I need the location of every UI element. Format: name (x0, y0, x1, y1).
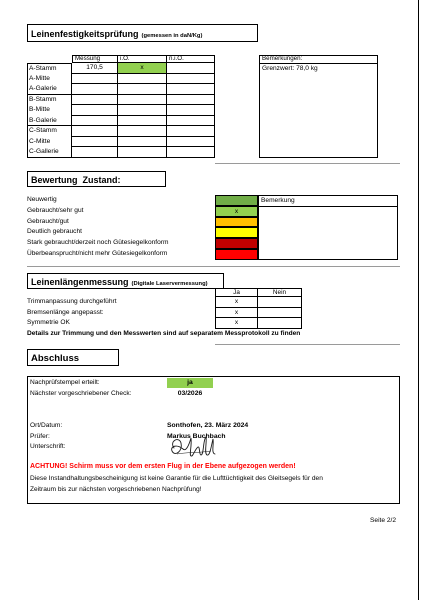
remarks-label: Bemerkungen: (260, 56, 377, 64)
table-row (27, 74, 215, 85)
condition-label: Überbeansprucht/nicht mehr Gütesiegelkonform (27, 249, 168, 257)
not-ok-cell (167, 147, 215, 158)
page-border (418, 0, 419, 600)
table-header-row (27, 288, 302, 297)
condition-color-cell (215, 217, 258, 228)
yes-cell: x (215, 308, 258, 319)
table-header-row (27, 55, 215, 63)
ok-cell (118, 105, 167, 116)
no-cell (258, 308, 302, 319)
condition-list (27, 195, 258, 260)
inspector-value: Markus Buchbach (167, 432, 226, 440)
stamp-value: ja (167, 378, 213, 388)
table-row (27, 126, 215, 137)
row-label: C-Mitte (27, 137, 72, 148)
condition-color-cell (215, 238, 258, 249)
condition-label: Gebraucht/gut (27, 217, 69, 225)
condition-row (27, 195, 258, 206)
section-title-line-length (27, 273, 224, 289)
row-label: A-Galerie (27, 84, 72, 95)
line-length-note: Details zur Trimmung und den Messwerten sind auf separatem Messprotokoll zu finden (27, 330, 301, 337)
section-title-line-strength (27, 24, 258, 42)
table-row (27, 308, 302, 319)
row-label: C-Gallerie (27, 147, 72, 158)
ok-cell (118, 116, 167, 127)
not-ok-cell (167, 95, 215, 106)
section-title-note: (gemessen in daN/Kg) (141, 33, 203, 39)
measurement-cell (72, 74, 118, 85)
not-ok-cell (167, 84, 215, 95)
row-label: Trimmanpassung durchgeführt (27, 298, 117, 305)
signature (167, 435, 217, 461)
measurement-cell: 170,5 (72, 63, 118, 74)
measurement-cell (72, 95, 118, 106)
table-row (27, 95, 215, 106)
row-label: A-Mitte (27, 74, 72, 85)
measurement-cell (72, 137, 118, 148)
not-ok-cell (167, 74, 215, 85)
row-label: A-Stamm (27, 63, 72, 74)
row-label: C-Stamm (27, 126, 72, 137)
header-spacer (27, 288, 215, 297)
row-label: Symmetrie OK (27, 319, 70, 326)
section-title-condition (27, 171, 166, 187)
section-title: Leinenlängenmessung (31, 277, 129, 287)
measurement-cell (72, 147, 118, 158)
disclaimer-line: Zeitraum bis zur nächsten vorgeschriebenen Nachprüfung! (30, 486, 202, 493)
ok-cell: x (118, 63, 167, 74)
table-row (27, 318, 302, 329)
not-ok-cell (167, 63, 215, 74)
table-row (27, 84, 215, 95)
not-ok-cell (167, 126, 215, 137)
yes-cell: x (215, 297, 258, 308)
section-title: Leinenfestigkeitsprüfung (31, 29, 139, 39)
warning-text: ACHTUNG! Schirm muss vor dem ersten Flug in der Ebene aufgezogen werden! (30, 463, 296, 470)
remarks-text: Grenzwert: 78,0 kg (262, 65, 318, 72)
condition-color-cell (215, 227, 258, 238)
ok-cell (118, 74, 167, 85)
table-row (27, 137, 215, 148)
signature-label: Unterschrift: (30, 443, 66, 450)
column-header-not-ok: n.i.O. (167, 55, 215, 63)
condition-row (27, 217, 258, 228)
column-header-yes: Ja (215, 288, 258, 297)
section-divider (215, 163, 400, 164)
section-title: Abschluss (31, 353, 80, 364)
not-ok-cell (167, 137, 215, 148)
section-title-note: (Digitale Laservermessung) (131, 281, 208, 287)
next-check-value: 03/2026 (177, 390, 203, 397)
page-number: Seite 2/2 (370, 517, 397, 524)
section-divider (215, 344, 400, 345)
closing-box (27, 376, 400, 504)
condition-row (27, 238, 258, 249)
column-header-no: Nein (258, 288, 302, 297)
condition-color-cell: x (215, 206, 258, 217)
condition-remark-box (258, 195, 398, 260)
no-cell (258, 318, 302, 329)
column-header-measurement: Messung (72, 55, 118, 63)
place-date-label: Ort/Datum: (30, 422, 63, 429)
yes-cell: x (215, 318, 258, 329)
ok-cell (118, 95, 167, 106)
condition-remark-label: Bemerkung (259, 196, 397, 207)
section-divider (27, 266, 400, 267)
table-row (27, 116, 215, 127)
row-label: Bremsenlänge angepasst: (27, 308, 104, 316)
condition-row (27, 206, 258, 217)
section-title-closing (27, 349, 119, 366)
measurement-cell (72, 105, 118, 116)
row-label: B-Mitte (27, 105, 72, 116)
line-strength-table (27, 55, 215, 158)
section-title: Bewertung Zustand: (31, 175, 121, 185)
line-length-table (27, 288, 302, 329)
condition-row (27, 227, 258, 238)
condition-color-cell (215, 195, 258, 206)
measurement-cell (72, 84, 118, 95)
table-row (27, 147, 215, 158)
ok-cell (118, 147, 167, 158)
place-date-value: Sonthofen, 23. März 2024 (167, 422, 249, 429)
column-header-ok: i.O. (118, 55, 167, 63)
condition-label: Neuwertig (27, 196, 57, 203)
condition-label: Stark gebraucht/derzeit noch Gütesiegelkonform (27, 239, 169, 247)
table-row (27, 297, 302, 308)
condition-color-cell (215, 249, 258, 260)
row-label: B-Galerie (27, 116, 72, 127)
inspector-label: Prüfer: (30, 432, 50, 440)
condition-label: Gebraucht/sehr gut (27, 206, 84, 214)
no-cell (258, 297, 302, 308)
table-row (27, 105, 215, 116)
table-row (27, 63, 215, 74)
measurement-cell (72, 126, 118, 137)
measurement-cell (72, 116, 118, 127)
stamp-label: Nachprüfstempel erteilt: (30, 379, 100, 386)
next-check-label: Nächster vorgeschriebener Check: (30, 390, 132, 397)
ok-cell (118, 137, 167, 148)
disclaimer-line: Diese Instandhaltungsbescheinigung ist keine Garantie für die Lufttüchtigkeit des Gleitsegels für den (30, 475, 323, 482)
ok-cell (118, 84, 167, 95)
condition-label: Deutlich gebraucht (27, 228, 82, 236)
not-ok-cell (167, 116, 215, 127)
remarks-box (259, 55, 378, 158)
header-spacer (27, 55, 72, 63)
not-ok-cell (167, 105, 215, 116)
condition-row (27, 249, 258, 260)
ok-cell (118, 126, 167, 137)
row-label: B-Stamm (27, 95, 72, 106)
